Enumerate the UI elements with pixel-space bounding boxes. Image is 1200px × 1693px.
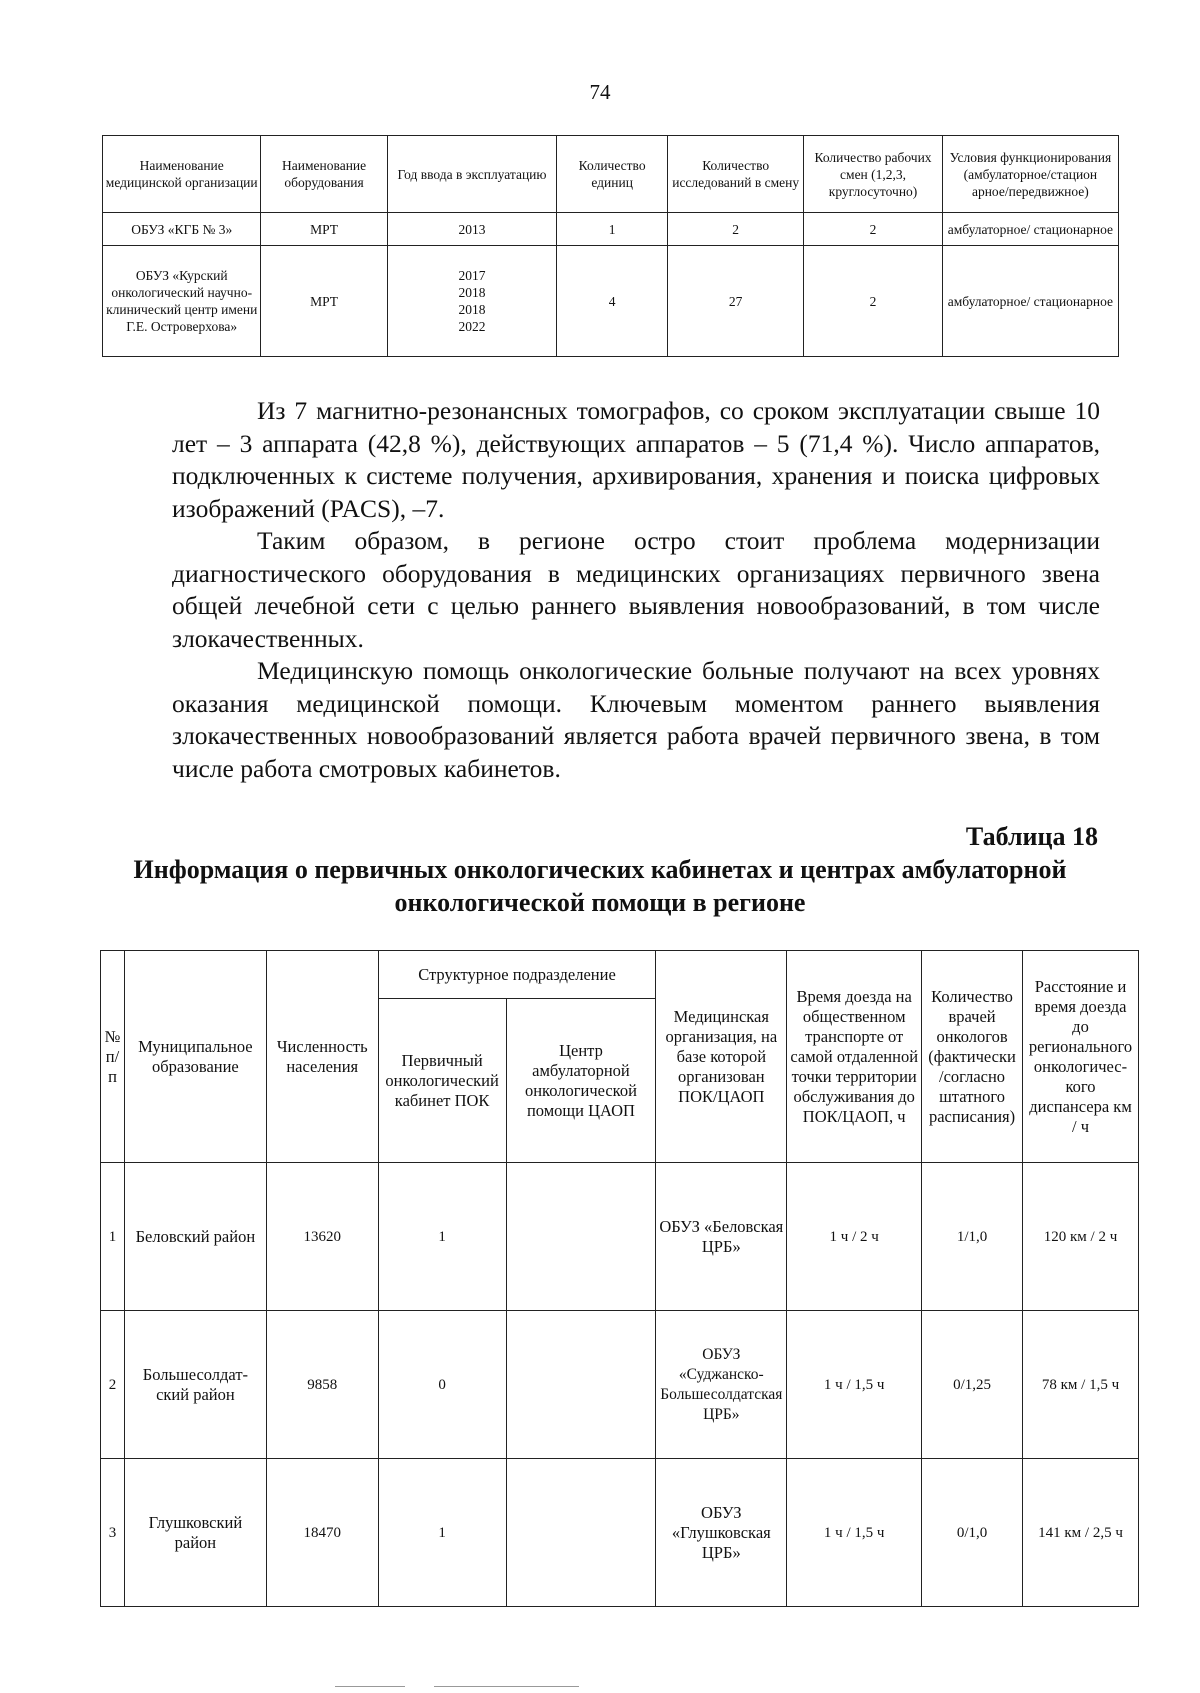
- header-cell: Количество исследований в смену: [668, 136, 804, 213]
- table-cell: 78 км / 1,5 ч: [1023, 1311, 1139, 1459]
- table-row: [103, 246, 1119, 357]
- table-cell: 1/1,0: [922, 1163, 1023, 1311]
- table-label: Таблица 18: [965, 822, 1098, 851]
- table-cell: 1: [378, 1163, 506, 1311]
- table-cell: ОБУЗ «Глушковская ЦРБ»: [656, 1459, 787, 1607]
- table-cell: [506, 1163, 656, 1311]
- table-cell: ОБУЗ «Курский онкологический научно- клинический центр имени Г.Е. Островерхова»: [103, 246, 261, 357]
- oncology-cabinets-table: [100, 950, 1139, 1607]
- header-cell: Условия функционирования (амбулаторное/стацион арное/передвижное): [942, 136, 1118, 213]
- table-cell: 2013: [387, 213, 557, 246]
- table-cell: 13620: [266, 1163, 378, 1311]
- header-cell: Муниципальное образование: [124, 951, 266, 1163]
- table-cell: 0/1,25: [922, 1311, 1023, 1459]
- header-cell: Медицинская организация, на базе которой организован ПОК/ЦАОП: [656, 951, 787, 1163]
- table-cell: амбулаторное/ стационарное: [942, 246, 1118, 357]
- footer-rule: [434, 1686, 579, 1687]
- table-header-row: [103, 136, 1119, 213]
- table-row: [103, 213, 1119, 246]
- table-cell: 3: [101, 1459, 125, 1607]
- table-cell: 1 ч / 1,5 ч: [787, 1311, 922, 1459]
- table-cell: 120 км / 2 ч: [1023, 1163, 1139, 1311]
- table-cell: 2: [804, 246, 942, 357]
- table-cell: Беловский район: [124, 1163, 266, 1311]
- table-row: [101, 1459, 1139, 1607]
- table-cell: МРТ: [261, 213, 387, 246]
- table-cell: 2: [804, 213, 942, 246]
- paragraph: Медицинскую помощь онкологические больные получают на всех уровнях оказания медицинской помощи. Ключевым моментом раннего выявления злокачественных новообразований является работа врачей первичного звена, в том числе работа смотровых кабинетов.: [172, 656, 1100, 783]
- table-cell: 18470: [266, 1459, 378, 1607]
- table-cell: 141 км / 2,5 ч: [1023, 1459, 1139, 1607]
- table-cell: ОБУЗ «Беловская ЦРБ»: [656, 1163, 787, 1311]
- table-cell: ОБУЗ «Суджанско-Большесолдатская ЦРБ»: [656, 1311, 787, 1459]
- table-cell: [506, 1311, 656, 1459]
- table-cell: 1 ч / 1,5 ч: [787, 1459, 922, 1607]
- table-cell: 27: [668, 246, 804, 357]
- header-cell: Количество рабочих смен (1,2,3, круглосуточно): [804, 136, 942, 213]
- table-row: [101, 1163, 1139, 1311]
- table-cell: 0/1,0: [922, 1459, 1023, 1607]
- header-cell: Наименование медицинской организации: [103, 136, 261, 213]
- table-cell: 1: [557, 213, 668, 246]
- table-header-row: [101, 951, 1139, 999]
- table-cell: 2: [668, 213, 804, 246]
- table-cell: 0: [378, 1311, 506, 1459]
- header-cell: Количество врачей онкологов (фактически /согласно штатного расписания): [922, 951, 1023, 1163]
- equipment-table: [102, 135, 1119, 357]
- table-cell: 1: [101, 1163, 125, 1311]
- header-cell: Численность населения: [266, 951, 378, 1163]
- table-cell: 4: [557, 246, 668, 357]
- header-cell: № п/п: [101, 951, 125, 1163]
- paragraph: Из 7 магнитно-резонансных томографов, со сроком эксплуатации свыше 10 лет – 3 аппарата (42,8 %), действующих аппаратов – 5 (71,4 %). Число аппаратов, подключенных к системе получения, архивирования, хранения и поиска цифровых изображений (PACS), –7.: [172, 396, 1100, 523]
- table-row: [101, 1311, 1139, 1459]
- table-cell: Большесолдат-ский район: [124, 1311, 266, 1459]
- table-cell: амбулаторное/ стационарное: [942, 213, 1118, 246]
- page-number: 74: [589, 80, 611, 104]
- header-cell: Наименование оборудования: [261, 136, 387, 213]
- header-cell: Структурное подразделение: [378, 951, 656, 999]
- table-cell: Глушковский район: [124, 1459, 266, 1607]
- table-cell: 9858: [266, 1311, 378, 1459]
- table-cell: [506, 1459, 656, 1607]
- table-cell: МРТ: [261, 246, 387, 357]
- table-cell: 2017 2018 2018 2022: [387, 246, 557, 357]
- header-cell: Время доезда на общественном транспорте от самой отдаленной точки территории обслуживания до ПОК/ЦАОП, ч: [787, 951, 922, 1163]
- body-text: [172, 395, 1100, 785]
- paragraph: Таким образом, в регионе остро стоит проблема модернизации диагностического оборудования в медицинских организациях первичного звена общей лечебной сети с целью раннего выявления новообразований, в том числе злокачественных.: [172, 526, 1100, 653]
- header-cell: Центр амбулаторной онкологической помощи ЦАОП: [506, 999, 656, 1163]
- table-cell: 2: [101, 1311, 125, 1459]
- footer-rule: [335, 1686, 405, 1687]
- table-cell: 1: [378, 1459, 506, 1607]
- header-cell: Год ввода в эксплуатацию: [387, 136, 557, 213]
- table-cell: 1 ч / 2 ч: [787, 1163, 922, 1311]
- header-cell: Первичный онкологический кабинет ПОК: [378, 999, 506, 1163]
- table-title: Информация о первичных онкологических кабинетах и центрах амбулаторной онкологической помощи в регионе: [133, 855, 1067, 917]
- header-cell: Расстояние и время доезда до регионального онкологичес-кого диспансера км / ч: [1023, 951, 1139, 1163]
- header-cell: Количество единиц: [557, 136, 668, 213]
- table-cell: ОБУЗ «КГБ № 3»: [103, 213, 261, 246]
